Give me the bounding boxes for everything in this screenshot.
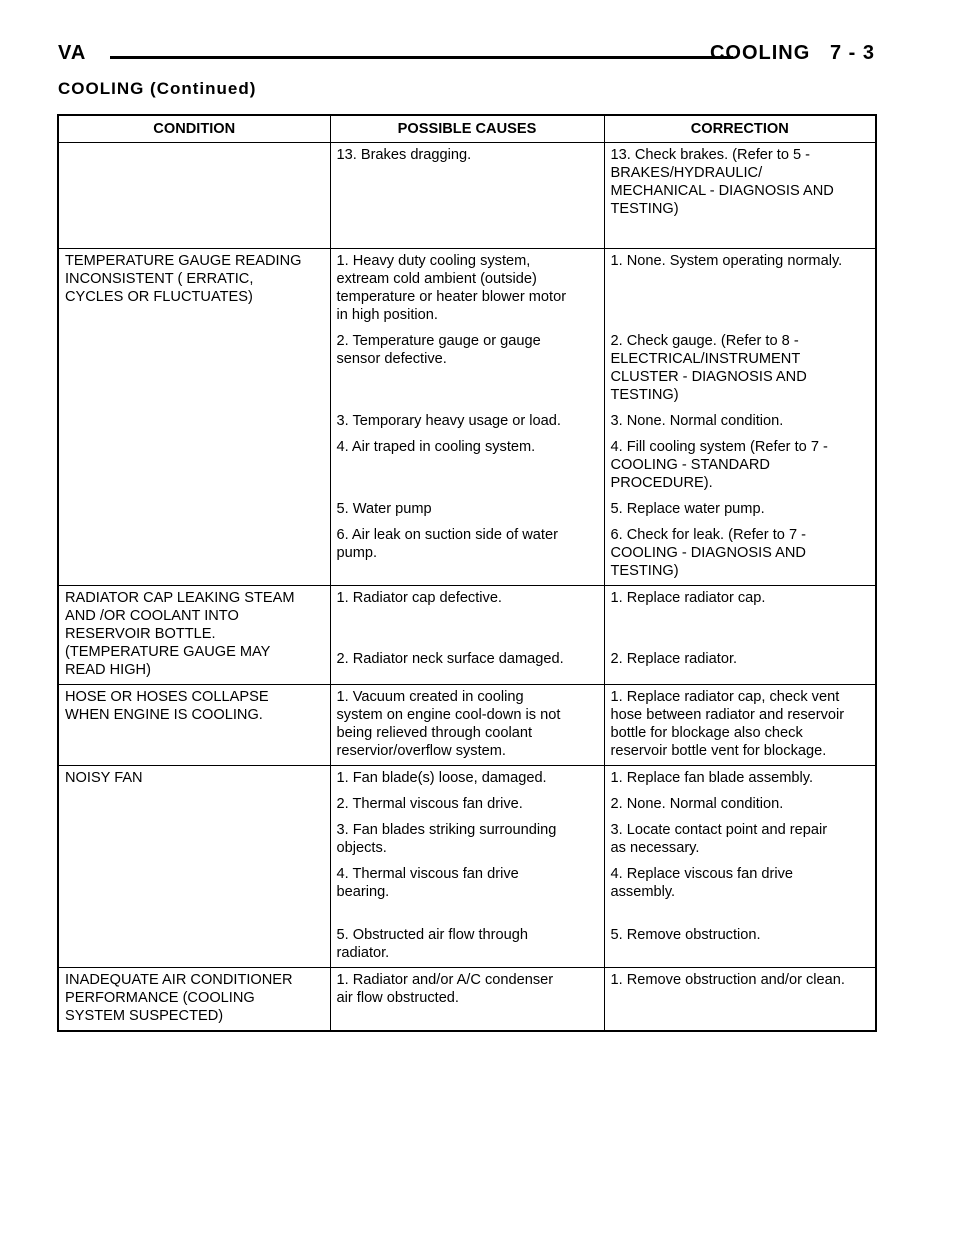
cause-text: 1. Radiator cap defective.: [336, 590, 502, 606]
correction-text: 1. Replace fan blade assembly.: [610, 770, 814, 786]
cause-text: 1. Radiator and/or A/C condenser air flow obstructed.: [336, 972, 554, 1006]
correction-text-cell: [604, 586, 876, 648]
correction-text: 5. Replace water pump.: [610, 501, 765, 517]
table-row: [58, 586, 876, 648]
cause-text-cell: [330, 586, 604, 648]
table-row: [58, 968, 876, 1032]
cause-text: 2. Thermal viscous fan drive.: [336, 796, 523, 812]
cause-text: 1. Heavy duty cooling system, extream cold ambient (outside) temperature or heater blower motor in high position.: [336, 253, 567, 323]
cause-text-cell: [330, 329, 604, 409]
condition-text: RADIATOR CAP LEAKING STEAM AND /OR COOLANT INTO RESERVOIR BOTTLE. (TEMPERATURE GAUGE MAY READ HIGH): [65, 590, 295, 678]
cause-text: 2. Temperature gauge or gauge sensor defective.: [336, 333, 541, 367]
condition-text-cell: [58, 249, 330, 586]
cause-text: 13. Brakes dragging.: [336, 147, 472, 163]
correction-text-cell: [604, 329, 876, 409]
correction-text: 2. Replace radiator.: [610, 651, 738, 668]
correction-text: 4. Fill cooling system (Refer to 7 - COOLING - STANDARD PROCEDURE).: [610, 439, 828, 491]
cause-text: 6. Air leak on suction side of water pump.: [336, 527, 558, 561]
condition-text: NOISY FAN: [65, 770, 143, 786]
correction-text: 13. Check brakes. (Refer to 5 - BRAKES/HYDRAULIC/ MECHANICAL - DIAGNOSIS AND TESTING): [610, 147, 834, 217]
correction-text: 1. None. System operating normaly.: [610, 253, 843, 269]
correction-text: 1. Remove obstruction and/or clean.: [610, 972, 845, 988]
condition-text: INADEQUATE AIR CONDITIONER PERFORMANCE (COOLING SYSTEM SUSPECTED): [65, 972, 293, 1024]
correction-text-cell: [604, 497, 876, 523]
condition-text-cell: [58, 766, 330, 968]
cause-text-cell: [330, 685, 604, 766]
correction-text-cell: [604, 409, 876, 435]
correction-text-cell: [604, 647, 876, 684]
cause-text: 1. Fan blade(s) loose, damaged.: [336, 770, 547, 786]
condition-text-cell: [58, 685, 330, 766]
table-row: [58, 143, 876, 249]
correction-text-cell: [604, 923, 876, 968]
correction-text-cell: [604, 792, 876, 818]
cause-text: 5. Water pump: [336, 501, 432, 517]
correction-text: 2. Check gauge. (Refer to 8 - ELECTRICAL/INSTRUMENT CLUSTER - DIAGNOSIS AND TESTING): [610, 333, 807, 403]
cause-text: 4. Air traped in cooling system.: [336, 439, 536, 455]
header-rule: [110, 56, 733, 59]
correction-text: 6. Check for leak. (Refer to 7 - COOLING - DIAGNOSIS AND TESTING): [610, 527, 806, 579]
cause-text: 5. Obstructed air flow through radiator.: [336, 927, 528, 961]
correction-text-cell: [604, 435, 876, 497]
table-row: [58, 249, 876, 330]
correction-text: 2. None. Normal condition.: [610, 796, 784, 812]
correction-text: 3. Locate contact point and repair as necessary.: [610, 822, 828, 856]
cause-text-cell: [330, 968, 604, 1032]
cause-text-cell: [330, 766, 604, 793]
correction-text-cell: [604, 523, 876, 586]
correction-text: 3. None. Normal condition.: [610, 413, 784, 429]
section-title: COOLING (Continued): [58, 79, 257, 98]
correction-text-cell: [604, 249, 876, 330]
column-header-correction: CORRECTION: [604, 115, 876, 143]
cause-text-cell: [330, 818, 604, 862]
column-header-condition: CONDITION: [58, 115, 330, 143]
correction-text-cell: [604, 862, 876, 923]
table-header-row: [58, 115, 876, 143]
correction-text-cell: [604, 766, 876, 793]
cause-text: 2. Radiator neck surface damaged.: [336, 651, 564, 668]
condition-text: HOSE OR HOSES COLLAPSE WHEN ENGINE IS COOLING.: [65, 689, 269, 723]
correction-text: 1. Replace radiator cap.: [610, 590, 766, 606]
condition-text: TEMPERATURE GAUGE READING INCONSISTENT ( ERRATIC, CYCLES OR FLUCTUATES): [65, 253, 302, 305]
cause-text: 3. Temporary heavy usage or load.: [336, 413, 561, 429]
cause-text-cell: [330, 249, 604, 330]
correction-text-cell: [604, 818, 876, 862]
condition-text-cell: [58, 968, 330, 1032]
condition-text-cell: [58, 143, 330, 249]
cause-text-cell: [330, 792, 604, 818]
cause-text: 4. Thermal viscous fan drive bearing.: [336, 866, 519, 900]
page-header: [58, 42, 875, 72]
section-page-number: COOLING 7 - 3: [709, 42, 875, 64]
cause-text: 3. Fan blades striking surrounding objects.: [336, 822, 557, 856]
correction-text-cell: [604, 968, 876, 1032]
cause-text-cell: [330, 497, 604, 523]
correction-text: 4. Replace viscous fan drive assembly.: [610, 866, 794, 900]
vehicle-code: VA: [58, 42, 87, 64]
cause-text-cell: [330, 523, 604, 586]
column-header-causes: POSSIBLE CAUSES: [330, 115, 604, 143]
correction-text-cell: [604, 143, 876, 249]
cause-text-cell: [330, 435, 604, 497]
cause-text: 1. Vacuum created in cooling system on engine cool-down is not being relieved through coolant reservior/overflow system.: [336, 689, 561, 759]
table-row: [58, 766, 876, 793]
table-row: [58, 685, 876, 766]
correction-text-cell: [604, 685, 876, 766]
correction-text: 1. Replace radiator cap, check vent hose between radiator and reservoir bottle for blockage also check reservoir bottle vent for blockage.: [610, 689, 845, 759]
condition-text-cell: [58, 586, 330, 685]
correction-text: 5. Remove obstruction.: [610, 927, 761, 943]
cause-text-cell: [330, 862, 604, 923]
diagnosis-table: [57, 114, 877, 1032]
cause-text-cell: [330, 143, 604, 249]
cause-text-cell: [330, 923, 604, 968]
cause-text-cell: [330, 647, 604, 684]
cause-text-cell: [330, 409, 604, 435]
